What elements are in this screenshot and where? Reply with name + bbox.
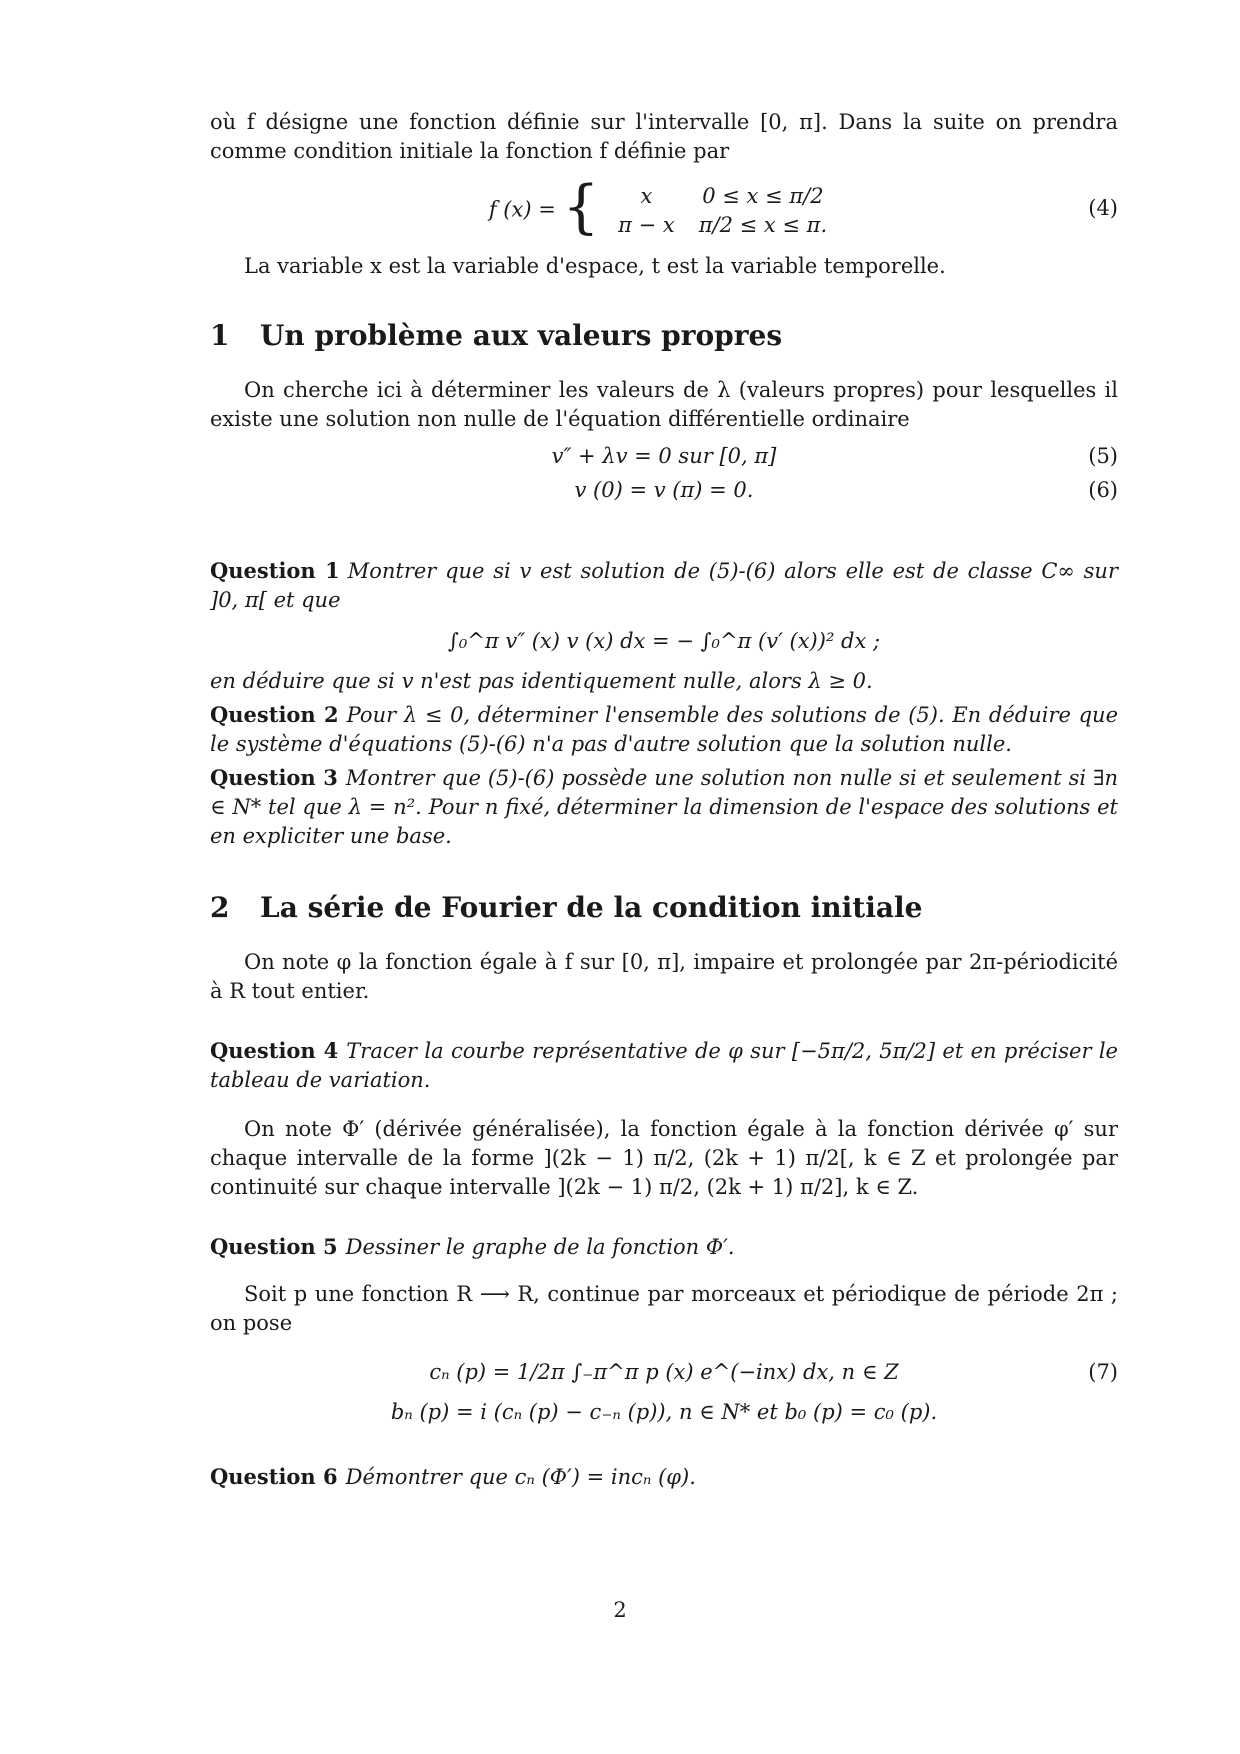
question-1-conclusion xyxy=(210,667,1118,696)
section-2-heading xyxy=(210,893,1118,922)
section-2-paragraph-3: Soit p une fonction R ⟶ R, continue par morceaux et périodique de période 2π ; on pose xyxy=(210,1282,1118,1335)
eq4-brace: { xyxy=(562,172,600,241)
question-6-label: Question 6 xyxy=(210,1464,338,1489)
question-6-text: Démontrer que cₙ (Φ′) = incₙ (φ). xyxy=(345,1465,696,1489)
eq7-number: (7) xyxy=(1088,1360,1118,1384)
eq5-number: (5) xyxy=(1088,444,1118,468)
question-5-label: Question 5 xyxy=(210,1234,338,1259)
intro-paragraph: où f désigne une fonction définie sur l'intervalle [0, π]. Dans la suite on prendra comme condition initiale la fonction f définie par xyxy=(210,110,1118,163)
eq4-cases xyxy=(606,182,839,240)
section-1-heading xyxy=(210,321,1118,350)
equation-7b xyxy=(210,1398,1118,1432)
page-body xyxy=(210,108,1118,1492)
question-3-text: Montrer que (5)-(6) possède une solution non nulle si et seulement si ∃n ∈ N* tel que λ = n². Pour n fixé, déterminer la dimension de l'espace des solutions et en expliciter une base. xyxy=(210,766,1118,848)
question-6 xyxy=(210,1462,1118,1492)
section-1-title: Un problème aux valeurs propres xyxy=(260,319,783,352)
question-1-text: Montrer que si v est solution de (5)-(6) alors elle est de classe C∞ sur ]0, π[ et que xyxy=(210,559,1118,612)
q1-conclusion-text: en déduire que si v n'est pas identiquement nulle, alors λ ≥ 0. xyxy=(210,669,873,693)
question-4 xyxy=(210,1036,1118,1095)
question-3-label: Question 3 xyxy=(210,765,338,790)
equation-6 xyxy=(210,476,1118,510)
page-number: 2 xyxy=(613,1598,627,1622)
eq5-body: v″ + λv = 0 sur [0, π] xyxy=(551,444,777,468)
eq4-case2-cond: π/2 ≤ x ≤ π. xyxy=(698,213,828,237)
equation-5 xyxy=(210,442,1118,476)
question-4-label: Question 4 xyxy=(210,1038,339,1063)
eq7a-body: cₙ (p) = 1/2π ∫₋π^π p (x) e^(−inx) dx, n ∈ Z xyxy=(429,1360,899,1384)
eq4-case1-expr: x xyxy=(640,184,653,208)
question-3 xyxy=(210,763,1118,851)
section-1-number: 1 xyxy=(210,319,230,352)
section-2-paragraph-1: On note φ la fonction égale à f sur [0, π], impaire et prolongée par 2π-périodicité à R tout entier. xyxy=(210,950,1118,1003)
question-1-label: Question 1 xyxy=(210,558,340,583)
section-2-title: La série de Fourier de la condition initiale xyxy=(260,891,923,924)
question-4-text: Tracer la courbe représentative de φ sur [−5π/2, 5π/2] et en préciser le tableau de variation. xyxy=(210,1039,1118,1092)
eq4-number: (4) xyxy=(1088,196,1118,220)
question-1-equation xyxy=(210,619,1118,667)
intro-variables: La variable x est la variable d'espace, t est la variable temporelle. xyxy=(244,254,946,278)
section-2-number: 2 xyxy=(210,891,230,924)
eq6-number: (6) xyxy=(1088,478,1118,502)
question-5-text: Dessiner le graphe de la fonction Φ′. xyxy=(345,1235,735,1259)
question-5 xyxy=(210,1232,1118,1262)
eq7b-body: bₙ (p) = i (cₙ (p) − c₋ₙ (p)), n ∈ N* et b₀ (p) = c₀ (p). xyxy=(390,1400,938,1424)
eq4-lhs: f (x) = xyxy=(488,197,556,222)
equation-7a xyxy=(210,1350,1118,1398)
eq6-body: v (0) = v (π) = 0. xyxy=(574,478,754,502)
eq4-case1-cond: 0 ≤ x ≤ π/2 xyxy=(702,184,824,208)
equation-4 xyxy=(210,172,1118,241)
question-2 xyxy=(210,700,1118,759)
q1-equation-body: ∫₀^π v″ (x) v (x) dx = − ∫₀^π (v′ (x))² dx ; xyxy=(447,629,881,653)
section-1-paragraph: On cherche ici à déterminer les valeurs de λ (valeurs propres) pour lesquelles il existe une solution non nulle de l'équation différentielle ordinaire xyxy=(210,378,1118,431)
question-2-text: Pour λ ≤ 0, déterminer l'ensemble des solutions de (5). En déduire que le système d'équations (5)-(6) n'a pas d'autre solution que la solution nulle. xyxy=(210,703,1119,756)
question-1 xyxy=(210,556,1118,615)
eq4-case2-expr: π − x xyxy=(618,213,675,237)
section-2-paragraph-2: On note Φ′ (dérivée généralisée), la fonction égale à la fonction dérivée φ′ sur chaque intervalle de la forme ](2k − 1) π/2, (2k + 1) π/2[, k ∈ Z et prolongée par continuité sur chaque intervalle ](2k − 1) π/2, (2k + 1) π/2], k ∈ Z. xyxy=(210,1117,1118,1199)
question-2-label: Question 2 xyxy=(210,702,339,727)
